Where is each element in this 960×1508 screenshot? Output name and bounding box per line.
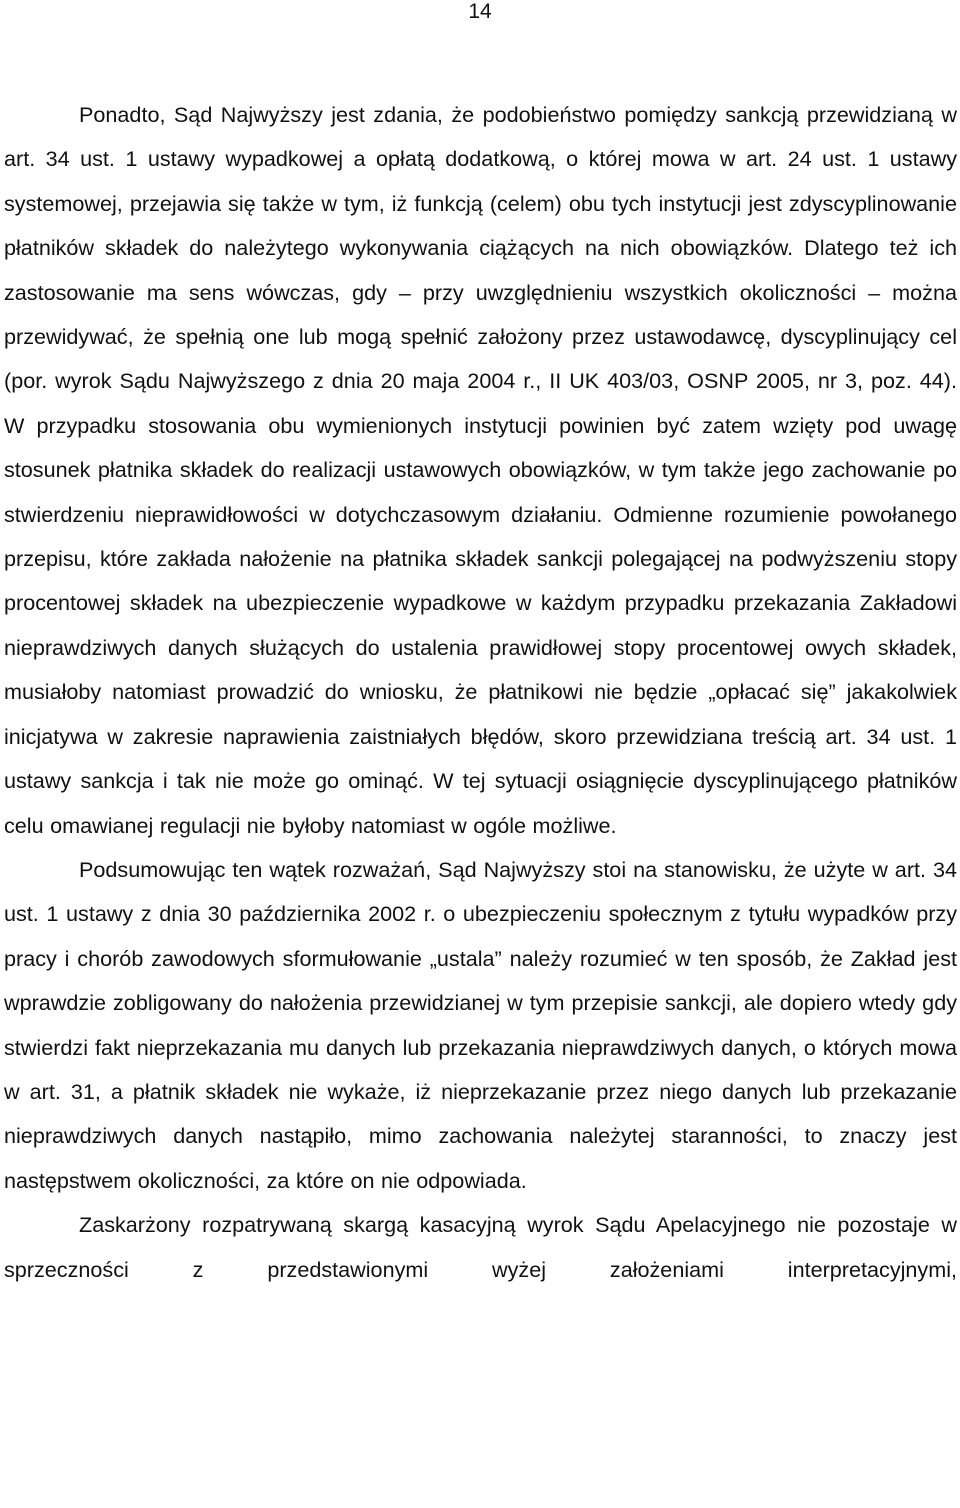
paragraph-1: Ponadto, Sąd Najwyższy jest zdania, że podobieństwo pomiędzy sankcją przewidzianą w art. 34 ust. 1 ustawy wypadkowej a opłatą dodatkową, o której mowa w art. 24 ust. 1 ustawy systemowej, przejawia się także w tym, iż funkcją (celem) obu tych instytucji jest zdyscyplinowanie płatników składek do należytego wykonywania ciążących na nich obowiązków. Dlatego też ich zastosowanie ma sens wówczas, gdy – przy uwzględnieniu wszystkich okoliczności – można przewidywać, że spełnią one lub mogą spełnić założony przez ustawodawcę, dyscyplinujący cel (por. wyrok Sądu Najwyższego z dnia 20 maja 2004 r., II UK 403/03, OSNP 2005, nr 3, poz. 44). W przypadku stosowania obu wymienionych instytucji powinien być zatem wzięty pod uwagę stosunek płatnika składek do realizacji ustawowych obowiązków, w tym także jego zachowanie po stwierdzeniu nieprawidłowości w dotychczasowym działaniu. Odmienne rozumienie powołanego przepisu, które zakłada nałożenie na płatnika składek sankcji polegającej na podwyższeniu stopy procentowej składek na ubezpieczenie wypadkowe w każdym przypadku przekazania Zakładowi nieprawdziwych danych służących do ustalenia prawidłowej stopy procentowej owych składek, musiałoby natomiast prowadzić do wniosku, że płatnikowi nie będzie „opłacać się” jakakolwiek inicjatywa w zakresie naprawienia zaistniałych błędów, skoro przewidziana treścią art. 34 ust. 1 ustawy sankcja i tak nie może go ominąć. W tej sytuacji osiągnięcie dyscyplinującego płatników celu omawianej regulacji nie byłoby natomiast w ogóle możliwe. [4,102,957,838]
paragraph-3: Zaskarżony rozpatrywaną skargą kasacyjną wyrok Sądu Apelacyjnego nie pozostaje w sprzeczności z przedstawionymi wyżej założeniami interpretacyjnymi, [4,1212,957,1282]
page-number: 14 [468,0,492,23]
paragraph-2: Podsumowując ten wątek rozważań, Sąd Najwyższy stoi na stanowisku, że użyte w art. 34 ust. 1 ustawy z dnia 30 października 2002 r. o ubezpieczeniu społecznym z tytułu wypadków przy pracy i chorób zawodowych sformułowanie „ustala” należy rozumieć w ten sposób, że Zakład jest wprawdzie zobligowany do nałożenia przewidzianej w tym przepisie sankcji, ale dopiero wtedy gdy stwierdzi fakt nieprzekazania mu danych lub przekazania nieprawdziwych danych, o których mowa w art. 31, a płatnik składek nie wykaże, iż nieprzekazanie przez niego danych lub przekazanie nieprawdziwych danych nastąpiło, mimo zachowania należytej staranności, to znaczy jest następstwem okoliczności, za które on nie odpowiada. [4,856,957,1193]
document-body [4,93,957,1292]
